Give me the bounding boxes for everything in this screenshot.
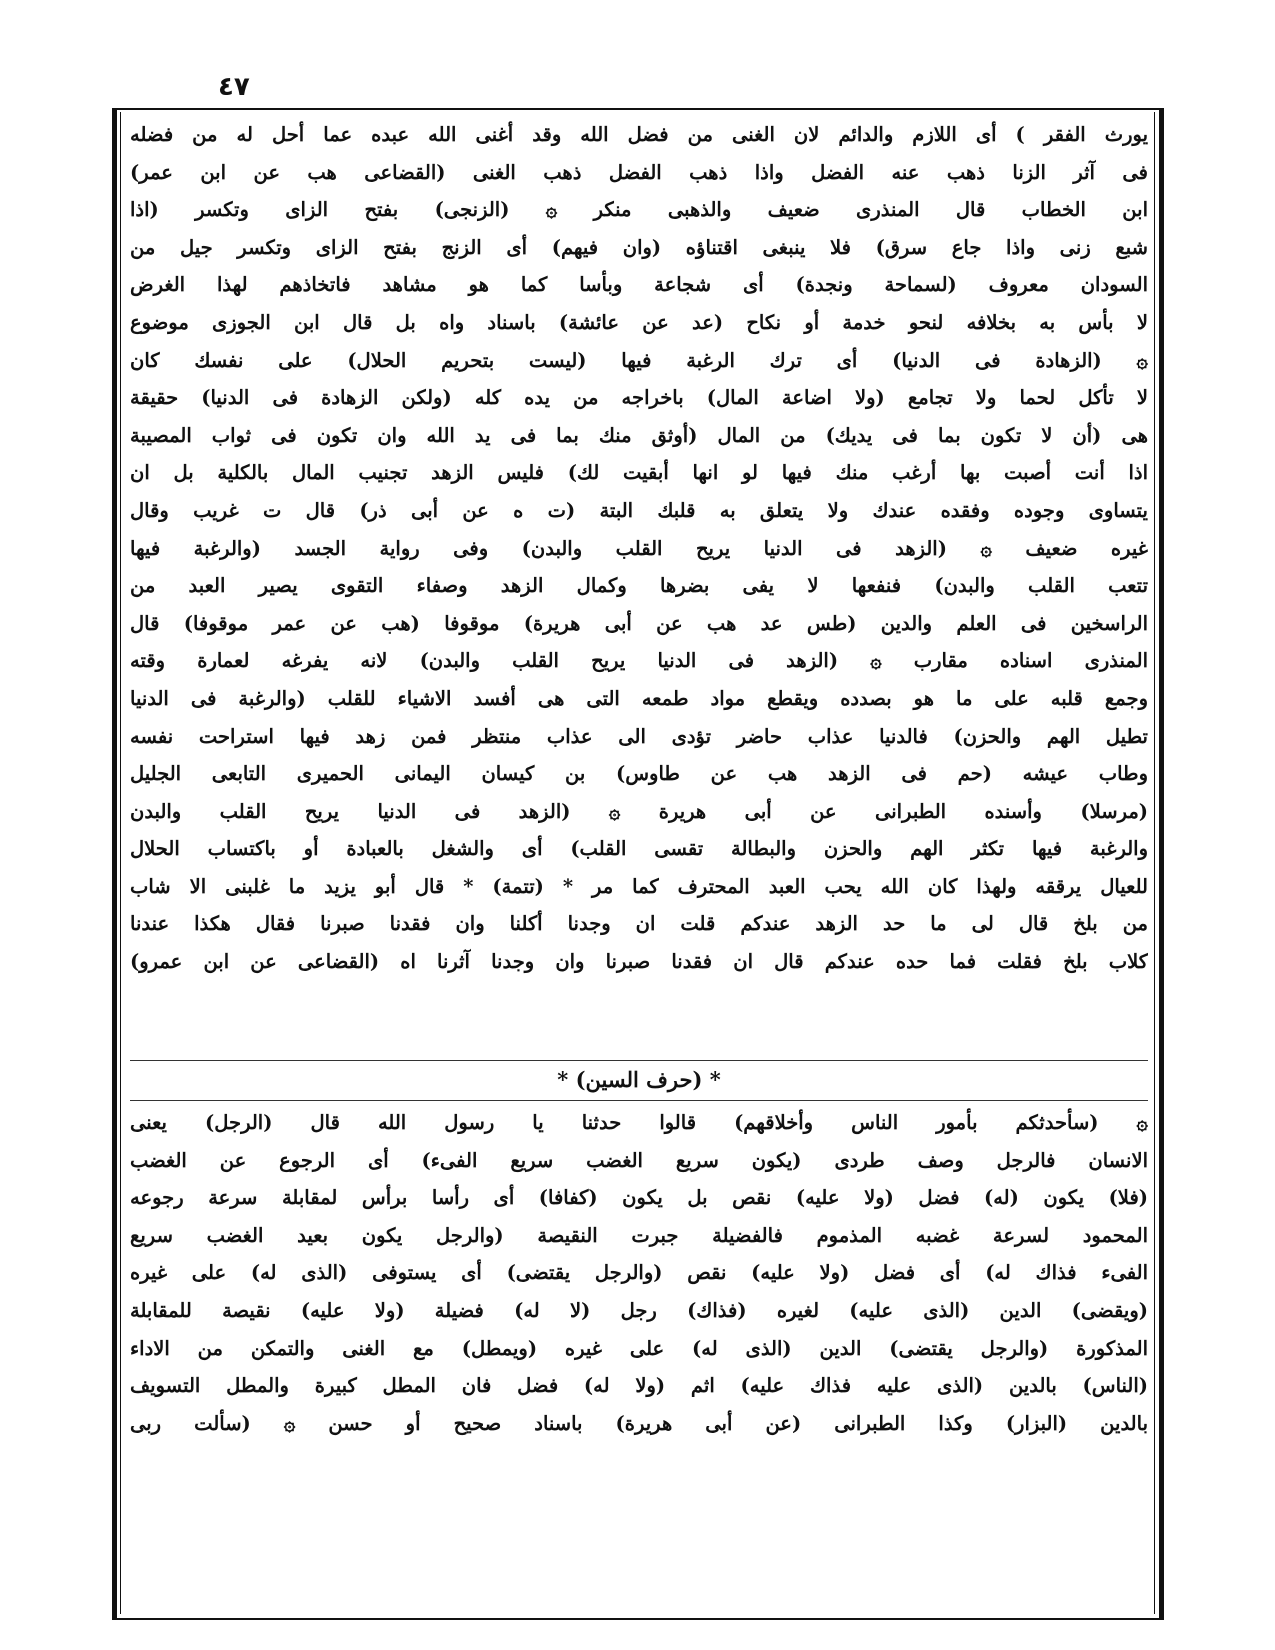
text-line: شبع زنى واذا جاع سرق) فلا ينبغى اقتناؤه (وان فيهم) أى الزنج بفتح الزاى وتكسر جيل من <box>130 235 1148 259</box>
text-line: وجمع قلبه على ما هو بصدده ويقطع مواد طمعه التى هى أفسد الاشياء للقلب (والرغبة فى الدنيا <box>130 686 1148 710</box>
text-line: ۞ (الزهادة فى الدنيا) أى ترك الرغبة فيها (ليست بتحريم الحلال) على نفسك كان <box>130 348 1148 372</box>
text-line: ابن الخطاب قال المنذرى ضعيف والذهبى منكر ۞ (الزنجى) بفتح الزاى وتكسر (اذا <box>130 198 1148 222</box>
text-line: السودان معروف (لسماحة ونجدة) أى شجاعة وبأسا كما هو مشاهد فاتخاذهم لهذا الغرض <box>130 273 1148 297</box>
text-line: لا بأس به بخلافه لنحو خدمة أو نكاح (عد عن عائشة) باسناد واه بل قال ابن الجوزى موضوع <box>130 310 1148 334</box>
text-line: المنذرى اسناده مقارب ۞ (الزهد فى الدنيا يريح القلب والبدن) لانه يفرغه لعمارة وقته <box>130 649 1148 673</box>
text-line: بالدين (البزار) وكذا الطبرانى (عن أبى هريرة) باسناد صحيح أو حسن ۞ (سألت ربى <box>130 1411 1148 1435</box>
page-number: ٤٧ <box>218 72 250 102</box>
text-line: تتعب القلب والبدن) فنفعها لا يفى بضرها وكمال الزهد وصفاء التقوى يصير العبد من <box>130 574 1148 598</box>
text-line: فى آثر الزنا ذهب عنه الفضل واذا ذهب الفضل ذهب الغنى (القضاعى هب عن ابن عمر) <box>130 160 1148 184</box>
text-line: (الناس) بالدين (الذى عليه فذاك عليه) اثم (ولا له) فضل فان المطل كبيرة والمطل التسويف <box>130 1374 1148 1398</box>
section-divider <box>130 1100 1148 1101</box>
text-line: المذكورة (والرجل يقتضى) الدين (الذى له) على غيره (ويمطل) مع الغنى والتمكن من الاداء <box>130 1336 1148 1360</box>
section-heading: * (حرف السين) * <box>557 1067 721 1092</box>
text-line: تطيل الهم والحزن) فالدنيا عذاب حاضر تؤدى الى عذاب منتظر فمن زهد فيها استراحت نفسه <box>130 724 1148 748</box>
text-line: غيره ضعيف ۞ (الزهد فى الدنيا يريح القلب والبدن) وفى رواية الجسد (والرغبة فيها <box>130 536 1148 560</box>
main-text-bottom <box>130 1104 1148 1442</box>
text-line: من بلخ قال لى ما حد الزهد عندكم قلت ان وجدنا أكلنا وان فقدنا صبرنا فقال هكذا عندنا <box>130 912 1148 936</box>
frame-inner-rule-right <box>1154 112 1155 1614</box>
text-line: اذا أنت أصبت بها أرغب منك فيها لو انها أبقيت لك) فليس الزهد تجنيب المال بالكلية بل ان <box>130 461 1148 485</box>
text-line: وطاب عيشه (حم فى الزهد هب عن طاوس) بن كيسان اليمانى الحميرى التابعى الجليل <box>130 762 1148 786</box>
text-line: (ويقضى) الدين (الذى عليه) لغيره (فذاك) رجل (لا له) فضيلة (ولا عليه) نقيصة للمقابلة <box>130 1298 1148 1322</box>
text-line: الفىء فذاك له) أى فضل (ولا عليه) نقص (والرجل يقتضى) أى يستوفى (الذى له) على غيره <box>130 1261 1148 1285</box>
text-line: الراسخين فى العلم والدين (طس عد هب عن أبى هريرة) موقوفا (هب عن عمر موقوفا) قال <box>130 611 1148 635</box>
text-line: كلاب بلخ فقلت فما حده عندكم قال ان فقدنا صبرنا وان وجدنا آثرنا اه (القضاعى عن ابن عمرو) <box>130 950 1148 974</box>
main-text-top <box>130 116 1148 981</box>
text-line: الانسان فالرجل وصف طردى (يكون سريع الغضب سريع الفىء) أى الرجوع عن الغضب <box>130 1148 1148 1172</box>
text-line: لا تأكل لحما ولا تجامع (ولا اضاعة المال) باخراجه من يده كله (ولكن الزهادة فى الدنيا) حقيقة <box>130 386 1148 410</box>
text-line: (مرسلا) وأسنده الطبرانى عن أبى هريرة ۞ (الزهد فى الدنيا يريح القلب والبدن <box>130 799 1148 823</box>
text-line: ۞ (سأحدثكم بأمور الناس وأخلاقهم) قالوا حدثنا يا رسول الله قال (الرجل) يعنى <box>130 1111 1148 1134</box>
text-line: هى (أن لا تكون بما فى يديك) من المال (أوثق منك بما فى يد الله وان تكون فى ثواب المصيبة <box>130 423 1148 447</box>
frame-inner-rule-left <box>120 112 121 1614</box>
text-line: والرغبة فيها تكثر الهم والحزن والبطالة تقسى القلب) أى والشغل بالعبادة أو باكتساب الحلال <box>130 837 1148 861</box>
text-line: (فلا) يكون (له) فضل (ولا عليه) نقص بل يكون (كفافا) أى رأسا برأس لمقابلة سرعة رجوعه <box>130 1186 1148 1210</box>
section-divider <box>130 1060 1148 1061</box>
text-line: للعيال يرققه ولهذا كان الله يحب العبد المحترف كما مر * (تتمة) * قال أبو يزيد ما غلبنى الا شاب <box>130 874 1148 898</box>
text-line: المحمود لسرعة غضبه المذموم فالفضيلة جبرت النقيصة (والرجل يكون بعيد الغضب سريع <box>130 1223 1148 1247</box>
text-line: يتساوى وجوده وفقده عندك ولا يتعلق به قلبك البتة (ت ه عن أبى ذر) قال ت غريب وقال <box>130 498 1148 522</box>
text-line: يورث الفقر ) أى اللازم والدائم لان الغنى من فضل الله وقد أغنى الله عبده عما أحل له من فضله <box>130 123 1148 146</box>
